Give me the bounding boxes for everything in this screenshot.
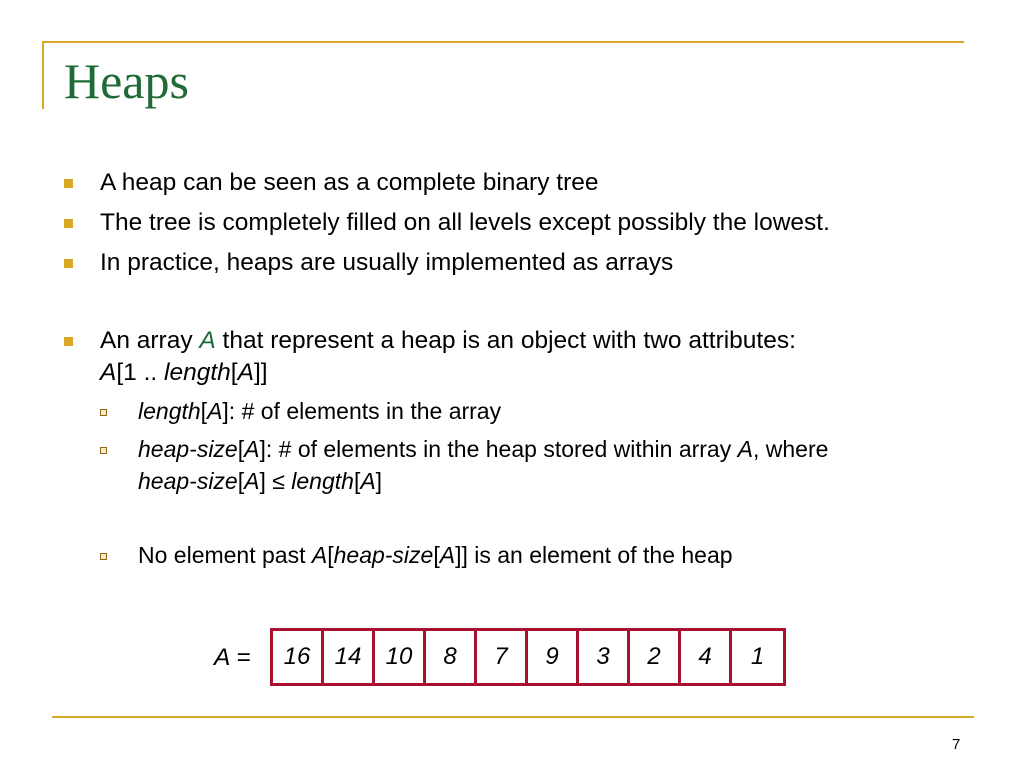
bullet-text: An array A that represent a heap is an object with two attributes:	[100, 327, 796, 354]
hollow-square-bullet-icon	[100, 409, 107, 416]
array-cell: 10	[375, 631, 426, 683]
square-bullet-icon	[64, 259, 73, 268]
square-bullet-icon	[64, 219, 73, 228]
frame-bottom-rule	[52, 716, 974, 718]
array-cell: 1	[750, 643, 765, 670]
square-bullet-icon	[64, 337, 73, 346]
bullet-text: In practice, heaps are usually implemented as arrays	[100, 249, 674, 276]
array-range-text: A[1 .. length[A]]	[100, 359, 268, 386]
frame-top-rule	[42, 41, 964, 43]
array-label: A =	[214, 644, 251, 671]
sub-bullet-text: heap-size[A]: # of elements in the heap stored within array A, where	[138, 436, 829, 462]
hollow-square-bullet-icon	[100, 553, 107, 560]
array-cell: 8	[426, 631, 477, 683]
array-cell: 3	[579, 631, 630, 683]
slide-title: Heaps	[64, 53, 189, 109]
array-cell: 9	[528, 631, 579, 683]
array-cell: 7	[477, 631, 528, 683]
array-cell: 4	[681, 631, 732, 683]
sub-bullet-text: length[A]: # of elements in the array	[138, 398, 502, 424]
var-a: A	[199, 327, 216, 354]
array-cell: 14	[324, 631, 375, 683]
square-bullet-icon	[64, 179, 73, 188]
frame-left-rule	[42, 41, 44, 109]
sub-bullet-text: No element past A[heap-size[A]] is an element of the heap	[138, 542, 733, 568]
array-cell: 2	[630, 631, 681, 683]
array-cell: 16	[273, 631, 324, 683]
bullet-text: A heap can be seen as a complete binary tree	[100, 169, 599, 196]
page-number: 7	[952, 736, 961, 753]
heap-array	[270, 628, 786, 686]
hollow-square-bullet-icon	[100, 447, 107, 454]
constraint-text: heap-size[A] ≤ length[A]	[138, 468, 383, 494]
bullet-text: The tree is completely filled on all levels except possibly the lowest.	[100, 209, 830, 236]
